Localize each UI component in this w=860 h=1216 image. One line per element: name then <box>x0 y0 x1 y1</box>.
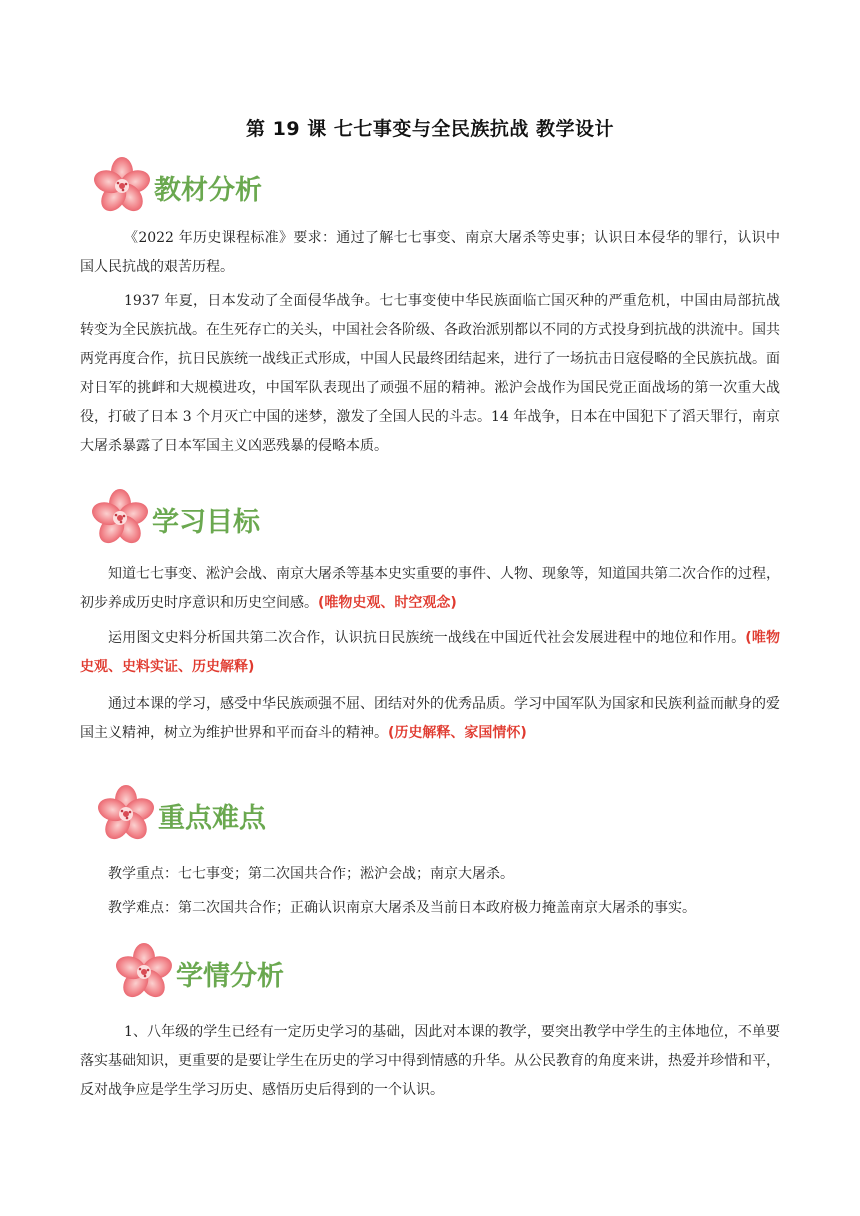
difficult-point: 教学难点：第二次国共合作；正确认识南京大屠杀及当前日本政府极力掩盖南京大屠杀的事实。 <box>108 900 696 916</box>
section-title: 学情分析 <box>176 961 284 992</box>
section-title: 教材分析 <box>154 175 262 206</box>
goal-paragraph-2 <box>80 624 780 682</box>
flower-icon <box>90 488 152 550</box>
goal-paragraph-1 <box>80 560 780 618</box>
flower-icon <box>96 784 158 846</box>
flower-icon <box>114 942 176 1004</box>
flower-icon <box>92 156 154 218</box>
analysis-paragraph-2: 1937 年夏，日本发动了全面侵华战争。七七事变使中华民族面临亡国灭种的严重危机，中国由局部抗战转变为全民族抗战。在生死存亡的关头，中国社会各阶级、各政治派别都以不同的方式投身到抗战的洪流中。国共两党再度合作，抗日民族统一战线正式形成，中国人民最终团结起来，进行了一场抗击日寇侵略的全民族抗战。面对日军的挑衅和大规模进攻，中国军队表现出了顽强不屈的精神。淞沪会战作为国民党正面战场的第一次重大战役，打破了日本 3 个月灭亡中国的迷梦，激发了全国人民的斗志。14 年战争，日本在中国犯下了滔天罪行，南京大屠杀暴露了日本军国主义凶恶残暴的侵略本质。 <box>80 293 780 454</box>
section-title: 学习目标 <box>152 507 260 538</box>
competency-tag: (唯物史观、史料实证、历史解释) <box>80 630 781 675</box>
competency-tag: (唯物史观、时空观念) <box>318 595 457 611</box>
section-title: 重点难点 <box>158 803 266 834</box>
goal-text: 运用图文史料分析国共第二次合作，认识抗日民族统一战线在中国近代社会发展进程中的地位和作用。 <box>108 630 746 646</box>
page-title: 第 19 课 七七事变与全民族抗战 教学设计 <box>246 118 614 140</box>
students-paragraph-1: 1、八年级的学生已经有一定历史学习的基础，因此对本课的教学，要突出教学中学生的主体地位，不单要落实基础知识，更重要的是要让学生在历史的学习中得到情感的升华。从公民教育的角度来讲，热爱并珍惜和平，反对战争应是学生学习历史、感悟历史后得到的一个认识。 <box>80 1024 780 1098</box>
goal-text: 通过本课的学习，感受中华民族顽强不屈、团结对外的优秀品质。学习中国军队为国家和民族利益而献身的爱国主义精神，树立为维护世界和平而奋斗的精神。 <box>80 696 780 741</box>
key-point: 教学重点：七七事变；第二次国共合作；淞沪会战；南京大屠杀。 <box>108 866 514 882</box>
competency-tag: (历史解释、家国情怀) <box>388 725 527 741</box>
goal-text: 知道七七事变、淞沪会战、南京大屠杀等基本史实重要的事件、人物、现象等，知道国共第二次合作的过程，初步养成历史时序意识和历史空间感。 <box>80 566 780 611</box>
goal-paragraph-3 <box>80 690 780 748</box>
analysis-paragraph-1: 《2022 年历史课程标准》要求：通过了解七七事变、南京大屠杀等史事；认识日本侵华的罪行，认识中国人民抗战的艰苦历程。 <box>80 230 780 275</box>
